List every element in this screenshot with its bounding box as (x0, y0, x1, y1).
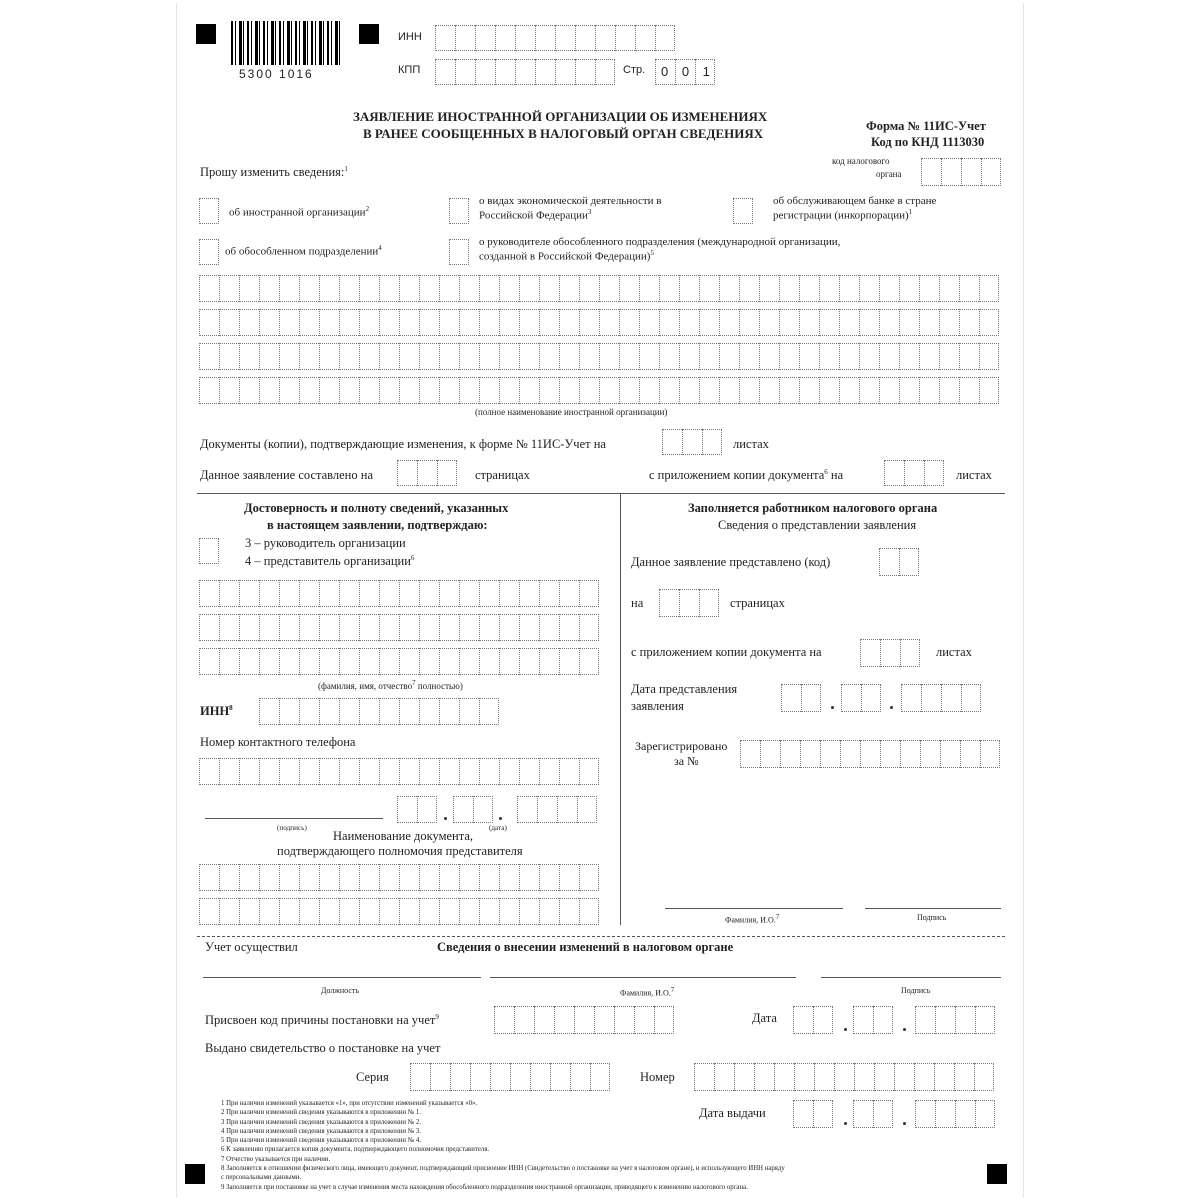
left-title-1: Достоверность и полноту сведений, указанных (244, 501, 509, 515)
kpp-label: КПП (398, 64, 421, 76)
right-pages-label: страницах (730, 596, 785, 610)
inn-label: ИНН (398, 31, 422, 43)
date-separator (444, 817, 447, 820)
role-3: 3 – руководитель организации (245, 536, 406, 550)
right-title: Заполняется работником налогового органа (688, 501, 938, 515)
left-title-2: в настоящем заявлении, подтверждаю: (267, 518, 488, 532)
attachment-sheets-cells[interactable] (884, 460, 944, 486)
date-caption: (дата) (489, 824, 507, 832)
officer-signature-caption: Подпись (917, 913, 947, 922)
signer-inn-label: ИНН$^8$ (200, 704, 233, 719)
grid-row[interactable] (199, 864, 599, 891)
attachment-label: с приложением копии документа$^6$ на (649, 468, 844, 483)
tax-code-label-1: код налогового (832, 156, 890, 166)
option-bank-checkbox[interactable] (733, 198, 753, 224)
sign-date-day[interactable] (397, 796, 437, 823)
fio-caption-bottom: Фамилия, И.О.$^7$ (620, 986, 675, 998)
signature-line[interactable] (205, 818, 383, 819)
date-separator (831, 706, 834, 709)
registered-number-cells[interactable] (740, 740, 1000, 768)
footnote: с персональными данными. (221, 1174, 302, 1182)
signature-caption-bottom: Подпись (901, 986, 931, 995)
kpp-cells[interactable] (435, 59, 615, 85)
kpp-assigned-label: Присвоен код причины постановки на учет$^9$ (205, 1013, 439, 1028)
submission-date-month[interactable] (841, 684, 881, 712)
registered-label-1: Зарегистрировано (635, 739, 728, 753)
footnote: 4 При наличии изменений сведения указываются в приложении № 3. (221, 1127, 421, 1135)
barcode-number: 5300 1016 (239, 67, 314, 81)
footnote: 9 Заполняется при постановке на учет в случае изменения места нахождения обособленного подразделения иностранной организации, приводящего к изменению налогового органа. (221, 1183, 748, 1191)
sign-date-month[interactable] (453, 796, 493, 823)
option-head-label: о руководителе обособленного подразделения (международной организации, созданной в Российской Федерации)$^5$ (479, 236, 841, 263)
certificate-label: Выдано свидетельство о постановке на учет (205, 1041, 441, 1055)
grid-row[interactable] (199, 648, 599, 675)
docs-sheets-cells[interactable] (662, 429, 722, 455)
page-label: Стр. (623, 64, 646, 76)
right-attachment-label: с приложением копии документа на (631, 645, 822, 659)
barcode-icon (231, 21, 341, 65)
date-separator (903, 1122, 906, 1125)
number-label: Номер (640, 1070, 675, 1084)
footnote: 8 Заполняется в отношении физического лица, имеющего документ, подтверждающий присвоение ИНН (Свидетельство о постановке на учет в налоговом органе), и использующего ИНН наряду (221, 1165, 785, 1173)
option-division-checkbox[interactable] (199, 239, 219, 265)
signature-line-bottom[interactable] (821, 977, 1001, 978)
grid-row[interactable] (199, 580, 599, 607)
grid-row[interactable] (199, 343, 999, 370)
date-separator (844, 1028, 847, 1031)
submission-date-label-2: заявления (631, 699, 684, 713)
option-activity-checkbox[interactable] (449, 198, 469, 224)
footnote: 2 При наличии изменений сведения указываются в приложении № 1. (221, 1109, 421, 1117)
form-number: Форма № 11ИС-Учет (866, 119, 986, 133)
assigned-date-year[interactable] (915, 1006, 995, 1034)
date-separator (903, 1028, 906, 1031)
option-org-label: об иностранной организации$^2$ (229, 205, 370, 219)
knd-code: Код по КНД 1113030 (871, 135, 985, 149)
date-separator (844, 1122, 847, 1125)
page-number: 0 0 1 (661, 64, 715, 79)
tax-code-label-2: органа (876, 169, 902, 179)
form-title-line1: ЗАЯВЛЕНИЕ ИНОСТРАННОЙ ОРГАНИЗАЦИИ ОБ ИЗМЕНЕНИЯХ (353, 109, 768, 124)
form-page (176, 3, 1024, 1198)
corner-marker-top-right (359, 24, 379, 44)
issue-date-year[interactable] (915, 1100, 995, 1128)
assigned-date-month[interactable] (853, 1006, 893, 1034)
docs-label: Документы (копии), подтверждающие изменения, к форме № 11ИС-Учет на (200, 437, 606, 451)
date-separator (890, 706, 893, 709)
option-org-checkbox[interactable] (199, 198, 219, 224)
issue-date-day[interactable] (793, 1100, 833, 1128)
date-label: Дата (752, 1011, 777, 1025)
fio-line[interactable] (490, 977, 796, 978)
phone-cells[interactable] (199, 758, 599, 785)
corner-marker-bottom-right (987, 1164, 1007, 1184)
footnote: 1 При наличии изменений указывается «1», при отсутствии изменений указывается «0». (221, 1100, 478, 1107)
issue-date-month[interactable] (853, 1100, 893, 1128)
position-line[interactable] (203, 977, 481, 978)
column-divider (620, 493, 621, 925)
right-pages-cells[interactable] (659, 589, 719, 617)
right-sheets-label: листах (936, 645, 972, 659)
request-label: Прошу изменить сведения:$^1$ (200, 165, 348, 180)
position-caption: Должность (321, 986, 360, 995)
form-title-line2: В РАНЕЕ СООБЩЕННЫХ В НАЛОГОВЫЙ ОРГАН СВЕДЕНИЯХ (363, 126, 764, 141)
composed-pages-cells[interactable] (397, 460, 457, 486)
footnote: 3 При наличии изменений сведения указываются в приложении № 2. (221, 1118, 421, 1126)
option-division-label: об обособленном подразделении$^4$ (225, 244, 382, 258)
tax-code-cells[interactable] (921, 158, 1001, 186)
date-separator (499, 817, 502, 820)
doc-name-label-2: подтверждающего полномочия представителя (277, 844, 523, 858)
submitted-code-cells[interactable] (879, 548, 919, 576)
officer-signature-line[interactable] (865, 908, 1001, 909)
fio-caption: (фамилия, имя, отчество$^7$ полностью) (318, 679, 463, 691)
option-head-checkbox[interactable] (449, 239, 469, 265)
registered-label-2: за № (674, 754, 699, 768)
footnote: 5 При наличии изменений сведения указываются в приложении № 4. (221, 1137, 421, 1145)
corner-marker-top-left (196, 24, 216, 44)
submission-date-year[interactable] (901, 684, 981, 712)
submission-date-day[interactable] (781, 684, 821, 712)
doc-name-label-1: Наименование документа, (333, 829, 474, 843)
option-bank-label: об обслуживающем банке в стране регистрации (инкорпорации)$^1$ (773, 195, 937, 222)
submission-date-label-1: Дата представления (631, 682, 738, 696)
series-label: Серия (356, 1070, 389, 1084)
officer-fio-line[interactable] (665, 908, 843, 909)
corner-marker-bottom-left (185, 1164, 205, 1184)
submitted-code-label: Данное заявление представлено (код) (631, 555, 831, 569)
signature-caption: (подпись) (277, 824, 307, 832)
phone-label: Номер контактного телефона (200, 735, 356, 749)
grid-row[interactable] (199, 309, 999, 336)
grid-row[interactable] (199, 898, 599, 925)
grid-row[interactable] (199, 377, 999, 404)
accounted-by-label: Учет осуществил (205, 940, 298, 954)
grid-row[interactable] (199, 275, 999, 302)
grid-row[interactable] (199, 614, 599, 641)
changes-title: Сведения о внесении изменений в налоговом органе (437, 940, 734, 954)
sign-date-year[interactable] (517, 796, 597, 823)
footnote: 6 К заявлению прилагается копия документа, подтверждающего полномочия представителя. (221, 1146, 490, 1154)
docs-sheets-label: листах (733, 437, 769, 451)
composed-pages-label: страницах (475, 468, 530, 482)
kpp-assigned-cells[interactable] (494, 1006, 674, 1034)
footnote: 7 Отчество указывается при наличии. (221, 1155, 331, 1163)
composed-label: Данное заявление составлено на (200, 468, 373, 482)
issue-date-label: Дата выдачи (699, 1106, 766, 1120)
right-subtitle: Сведения о представлении заявления (718, 518, 917, 532)
right-attachment-cells[interactable] (860, 639, 920, 667)
inn-cells[interactable] (435, 25, 675, 51)
option-activity-label: о видах экономической деятельности в Российской Федерации$^3$ (479, 195, 662, 222)
dashed-separator (197, 936, 1005, 937)
officer-fio-caption: Фамилия, И.О.$^7$ (725, 913, 780, 925)
signer-role-checkbox[interactable] (199, 538, 219, 564)
role-4: 4 – представитель организации$^6$ (245, 554, 415, 569)
section-divider (197, 493, 1005, 494)
number-cells[interactable] (694, 1063, 994, 1091)
attachment-sheets-label: листах (956, 468, 992, 482)
org-name-caption: (полное наименование иностранной организации) (475, 407, 668, 417)
series-cells[interactable] (410, 1063, 610, 1091)
assigned-date-day[interactable] (793, 1006, 833, 1034)
footnotes (221, 1099, 785, 1192)
signer-inn-cells[interactable] (259, 698, 499, 725)
on-label: на (631, 596, 644, 610)
